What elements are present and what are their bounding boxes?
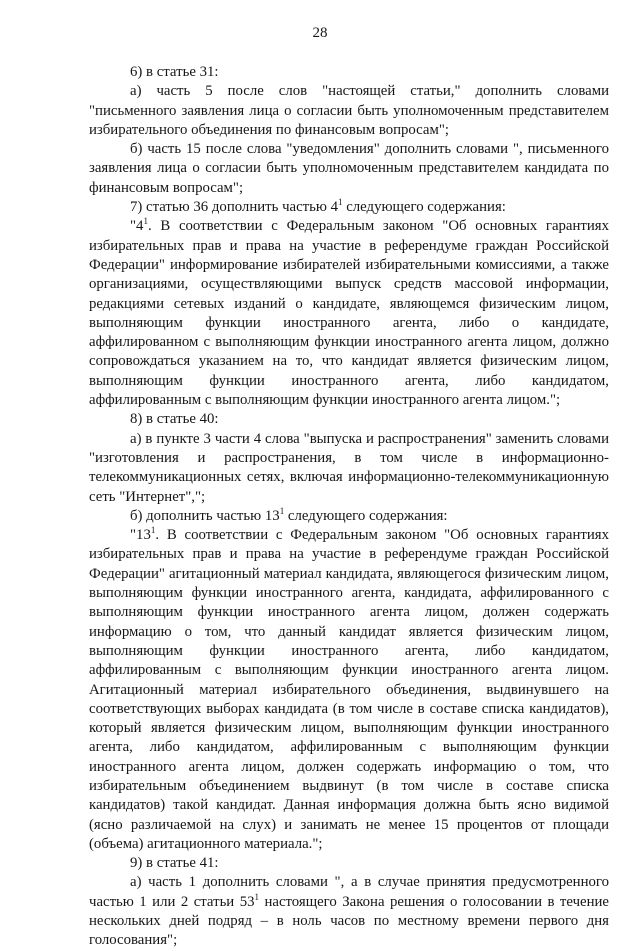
paragraph	[89, 507, 609, 526]
paragraph	[89, 198, 609, 217]
superscript: 1	[150, 525, 156, 536]
paragraph	[89, 430, 609, 507]
text-segment: следующего содержания:	[284, 507, 448, 524]
paragraph	[89, 873, 609, 950]
text-segment: б) часть 15 после слова "уведомления" дополнить словами ", письменного заявления лица о согласии быть уполномоченным представителем кандидата по финансовым вопросам";	[89, 141, 609, 196]
text-segment: б) дополнить частью 13	[130, 507, 280, 524]
text-segment: а) часть 1 дополнить словами ", а в случае принятия предусмотренного частью 1 или 2 статьи 53	[89, 874, 609, 910]
paragraph	[89, 410, 609, 429]
page-number: 28	[312, 25, 328, 41]
text-segment: "13	[130, 527, 151, 544]
superscript: 1	[254, 891, 259, 902]
text-segment: 7) статью 36 дополнить частью 4	[130, 199, 339, 216]
text-segment: 9) в статье 41:	[130, 855, 219, 872]
paragraph	[89, 854, 609, 873]
paragraph	[89, 82, 609, 140]
paragraph	[89, 217, 609, 410]
document-body	[89, 63, 609, 951]
text-segment: . В соответствии с Федеральным законом "Об основных гарантиях избирательных прав и права на участие в референдуме граждан Российской Федерации" информирование избирателей избирательными комиссиями, а также организациями, осуществляющими выпуск средств массовой информации, редакциями сетевых изданий о кандидате, являющемся физическим лицом, выполняющим функции иностранного агента, либо о кандидате, аффилированном с выполняющим функции иностранного агента лицом, должно сопровождаться указанием на то, что кандидат является физическим лицом, выполняющим функции иностранного агента, либо кандидатом, аффилированным с выполняющим функции иностранного агента лицом.";	[89, 218, 609, 409]
text-segment: 6) в статье 31:	[130, 64, 219, 80]
text-segment: следующего содержания:	[342, 199, 506, 216]
text-segment: настоящего Закона решения о голосовании в течение нескольких дней подряд – в ноль часов по местному времени первого дня голосования";	[89, 893, 609, 949]
text-segment: а) часть 5 после слов "настоящей статьи," дополнить словами "письменного заявления лица о согласии быть уполномоченным представителем избирательного объединения по финансовым вопросам";	[89, 83, 609, 138]
text-segment: . В соответствии с Федеральным законом "Об основных гарантиях избирательных прав и права на участие в референдуме граждан Российской Федерации" агитационный материал кандидата, являющегося физическим лицом, выполняющим функции иностранного агента, кандидата, аффилированного с выполняющим функции иностранного агента лицом, должен содержать информацию о том, что данный кандидат является физическим лицом, выполняющим функции иностранного агента, либо кандидатом, аффилированным с выполняющим функции иностранного агента лицом. Агитационный материал избирательного объединения, выдвинувшего на соответствующих выборах кандидата (в том числе в составе списка кандидатов), который является физическим лицом, выполняющим функции иностранного агента, либо кандидатом, аффилированным с выполняющим функции иностранного агента лицом, должен содержать информацию о том, что избирательным объединением выдвинут (в том числе в составе списка кандидатов) такой кандидат. Данная информация должна быть ясно видимой (ясно различаемой на слух) и занимать не менее 15 процентов от площади (объема) агитационного материала.";	[89, 527, 609, 852]
paragraph	[89, 63, 609, 82]
text-segment: "4	[130, 218, 144, 235]
superscript: 1	[279, 505, 285, 516]
text-segment: 8) в статье 40:	[130, 411, 219, 428]
superscript: 1	[338, 197, 343, 208]
paragraph	[89, 140, 609, 198]
superscript: 1	[143, 216, 148, 227]
paragraph	[89, 526, 609, 854]
text-segment: а) в пункте 3 части 4 слова "выпуска и распространения" заменить словами "изготовления и распространения, в том числе в информационно-телекоммуникационных сетях, включая информационно-телекоммуникационную сеть "Интернет",";	[89, 430, 609, 505]
